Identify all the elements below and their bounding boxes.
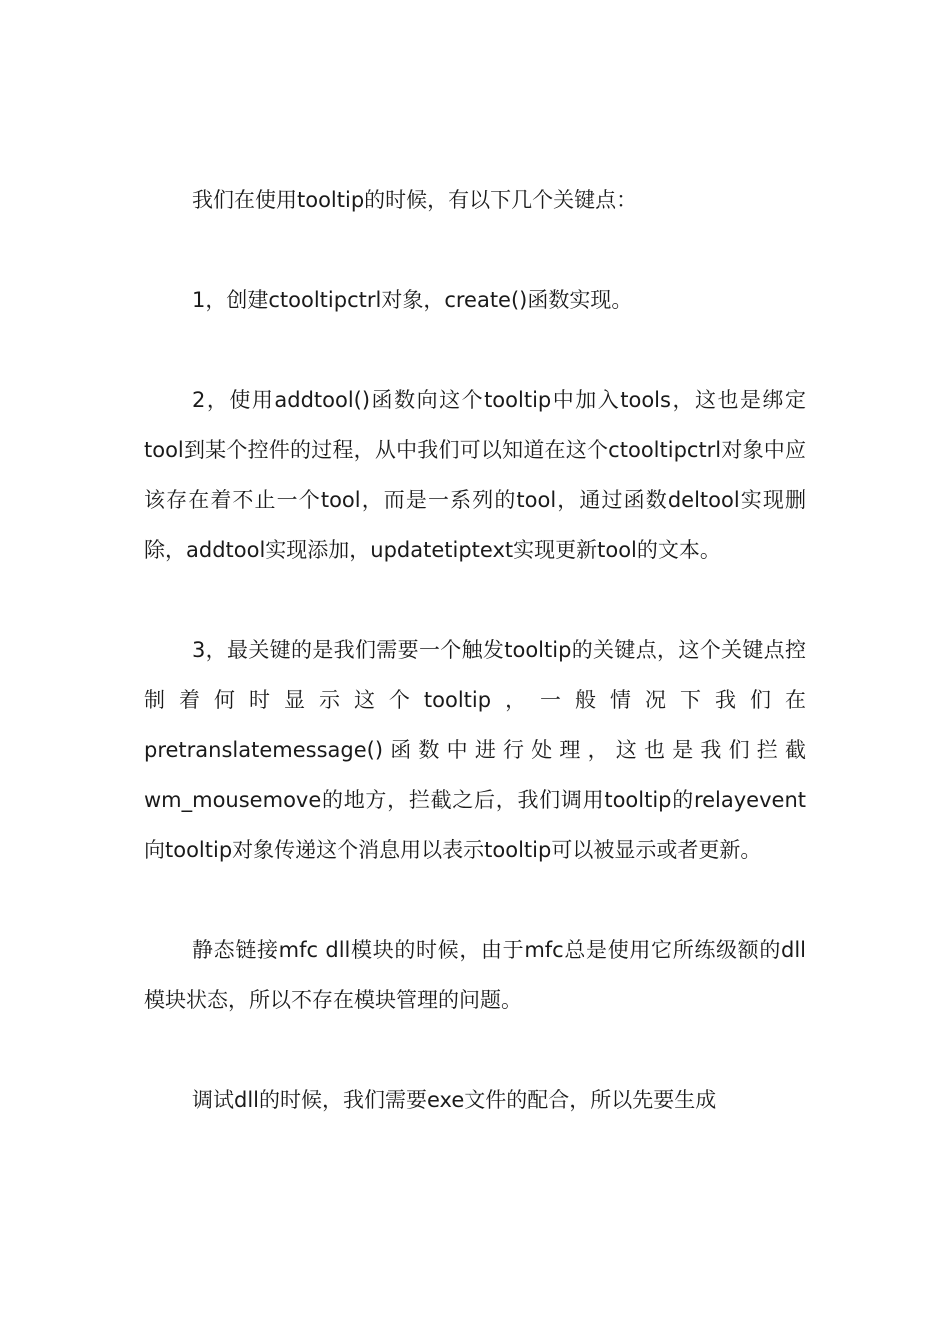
paragraph-point-2: 2，使用addtool()函数向这个tooltip中加入tools，这也是绑定tool到某个控件的过程，从中我们可以知道在这个ctooltipctrl对象中应该存在着不止一个tool，而是一系列的tool，通过函数deltool实现删除，addtool实现添加，updatetiptext实现更新tool的文本。 xyxy=(144,388,806,562)
paragraph-point-3: 3，最关键的是我们需要一个触发tooltip的关键点，这个关键点控制着何时显示这个tooltip，一般情况下我们在pretranslatemessage()函数中进行处理，这也是我们拦截wm_mousemove的地方，拦截之后，我们调用tooltip的relayevent向tooltip对象传递这个消息用以表示tooltip可以被显示或者更新。 xyxy=(144,638,806,862)
paragraph-spacer xyxy=(144,575,806,625)
paragraph-spacer xyxy=(144,225,806,275)
paragraph-debug-dll: 调试dll的时候，我们需要exe文件的配合，所以先要生成 xyxy=(192,1088,717,1112)
paragraph-intro: 我们在使用tooltip的时候，有以下几个关键点： xyxy=(192,188,638,212)
paragraph-spacer xyxy=(144,1025,806,1075)
paragraph-point-1: 1，创建ctooltipctrl对象，create()函数实现。 xyxy=(192,288,633,312)
paragraph-spacer xyxy=(144,875,806,925)
paragraph-spacer xyxy=(144,325,806,375)
paragraph-static-link: 静态链接mfc dll模块的时候，由于mfc总是使用它所练级额的dll模块状态，所以不存在模块管理的问题。 xyxy=(144,938,806,1012)
document-body xyxy=(144,175,806,1125)
